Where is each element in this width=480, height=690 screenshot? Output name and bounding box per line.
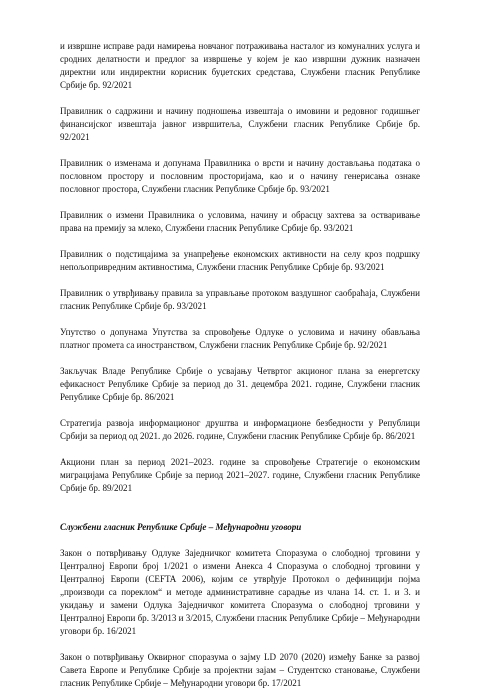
regulation-entry: Упутство о допунама Упутства за спровођење Одлуке о условима и начину обављања платног промета са иностранством, Службени гласник Републике Србије бр. 92/2021 <box>60 327 420 350</box>
regulation-entry: Правилник о садржини и начину подношења извештаја о имовини и редовног годишњег финансијског извештаја јавног извршитеља, Службени гласник Републике Србије бр. 92/2021 <box>60 106 420 142</box>
regulation-entry: Закључак Владе Републике Србије о усвајању Четвртог акционог плана за енергетску ефикасност Републике Србије за период до 31. децембра 2021. године, Службени гласник Републике Србије бр. 86/2021 <box>60 366 420 402</box>
regulation-entry: Правилник о утврђивању правила за управљање протоком ваздушног саобраћаја, Службени гласник Републике Србије бр. 93/2021 <box>60 288 420 311</box>
regulation-entry: Правилник о подстицајима за унапређење економских активности на селу кроз подршку непољопривредним активностима, Службени гласник Републике Србије бр. 93/2021 <box>60 249 420 272</box>
regulation-entry: Акциони план за период 2021–2023. године за спровођење Стратегије о економским миграцијама Републике Србије за период 2021–2027. године, Службени гласник Републике Србије бр. 89/2021 <box>60 457 420 493</box>
regulation-entry: и извршне исправе ради намирења новчаног потраживања насталог из комуналних услуга и сродних делатности и предлог за извршење у којем је као извршни дужник назначен директни или индиректни корисник буџетских средстава, Службени гласник Републике Србије бр. 92/2021 <box>60 41 420 90</box>
regulation-entry: Правилник о измени Правилника о условима, начину и обрасцу захтева за остваривање права на премију за млеко, Службени гласник Републике Србије бр. 93/2021 <box>60 210 420 233</box>
treaty-entry: Закон о потврђивању Оквирног споразума о зајму LD 2070 (2020) између Банке за развој Савета Европе и Републике Србије за пројектни зајам – Студентско становање, Службени гласник Републике Србије – Међународни уговори бр. 17/2021 <box>60 652 420 688</box>
regulation-entry: Правилник о изменама и допунама Правилника о врсти и начину достављања података о пословном простору и пословним просторијама, као и о начину генерисања ознаке пословног простора, Службени гласник Републике Србије бр. 93/2021 <box>60 158 420 194</box>
treaty-entry: Закон о потврђивању Одлуке Заједничког комитета Споразума о слободној трговини у Централној Европи број 1/2021 о измени Анекса 4 Споразума о слободној трговини у Централној Европи (CEFTA 2006), којим се утврђује Протокол о дефиницији појма „производи са пореклом“ и методе административне сарадње из члана 14. ст. 1. и 3. и укидању и замени Одлука Заједничког комитета Споразума о слободној трговини у Централној Европи бр. 3/2013 и 3/2015, Службени гласник Републике Србије – Међународни уговори бр. 16/2021 <box>60 548 420 636</box>
regulation-entry: Стратегија развоја информационог друштва и информационе безбедности у Републици Србији за период од 2021. до 2026. године, Службени гласник Републике Србије бр. 86/2021 <box>60 418 420 441</box>
section-heading-international-treaties: Службени гласник Републике Србије – Међународни уговори <box>60 522 302 532</box>
